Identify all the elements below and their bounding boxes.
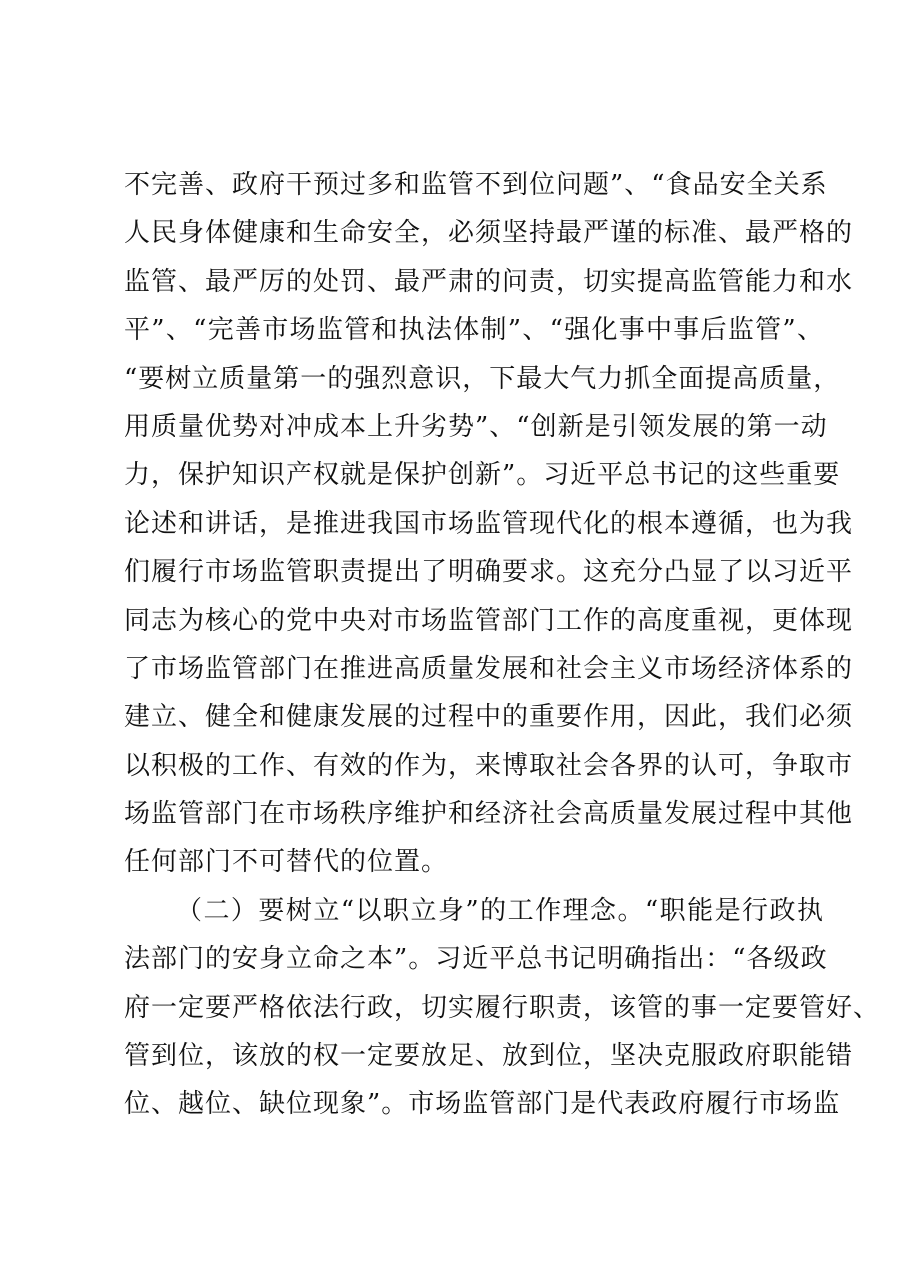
text-line: 了市场监管部门在推进高质量发展和社会主义市场经济体系的: [124, 653, 854, 684]
text-line: “要树立质量第一的强烈意识，下最大气力抓全面提高质量，: [124, 363, 841, 394]
text-line: 任何部门不可替代的位置。: [124, 847, 449, 878]
text-line: 们履行市场监管职责提出了明确要求。这充分凸显了以习近平: [124, 557, 854, 588]
text-line: 位、越位、缺位现象”。市场监管部门是代表政府履行市场监: [124, 1089, 841, 1120]
text-line: 用质量优势对冲成本上升劣势”、“创新是引领发展的第一动: [124, 411, 828, 442]
text-line: 管到位，该放的权一定要放足、放到位，坚决克服政府职能错: [124, 1041, 854, 1072]
text-line: 同志为核心的党中央对市场监管部门工作的高度重视，更体现: [124, 605, 854, 636]
section-heading-line: （二）要树立“以职立身”的工作理念。“职能是行政执: [176, 895, 824, 926]
body-text: [124, 161, 881, 1129]
text-line: 法部门的安身立命之本”。习近平总书记明确指出：“各级政: [124, 944, 828, 975]
text-line: 场监管部门在市场秩序维护和经济社会高质量发展过程中其他: [124, 799, 854, 830]
text-line: 监管、最严厉的处罚、最严肃的问责，切实提高监管能力和水: [124, 266, 854, 297]
text-line: 力，保护知识产权就是保护创新”。习近平总书记的这些重要: [124, 460, 841, 491]
text-line: 府一定要严格依法行政，切实履行职责，该管的事一定要管好、: [124, 992, 881, 1023]
text-line: 平”、“完善市场监管和执法体制”、“强化事中事后监管”、: [124, 315, 824, 346]
text-line: 建立、健全和健康发展的过程中的重要作用，因此，我们必须: [124, 702, 854, 733]
text-line: 不完善、政府干预过多和监管不到位问题”、“食品安全关系: [124, 170, 828, 200]
text-line: 人民身体健康和生命安全，必须坚持最严谨的标准、最严格的: [124, 218, 854, 249]
text-line: 以积极的工作、有效的作为，来博取社会各界的认可，争取市: [124, 750, 854, 781]
text-line: 论述和讲话，是推进我国市场监管现代化的根本遵循，也为我: [124, 508, 854, 539]
